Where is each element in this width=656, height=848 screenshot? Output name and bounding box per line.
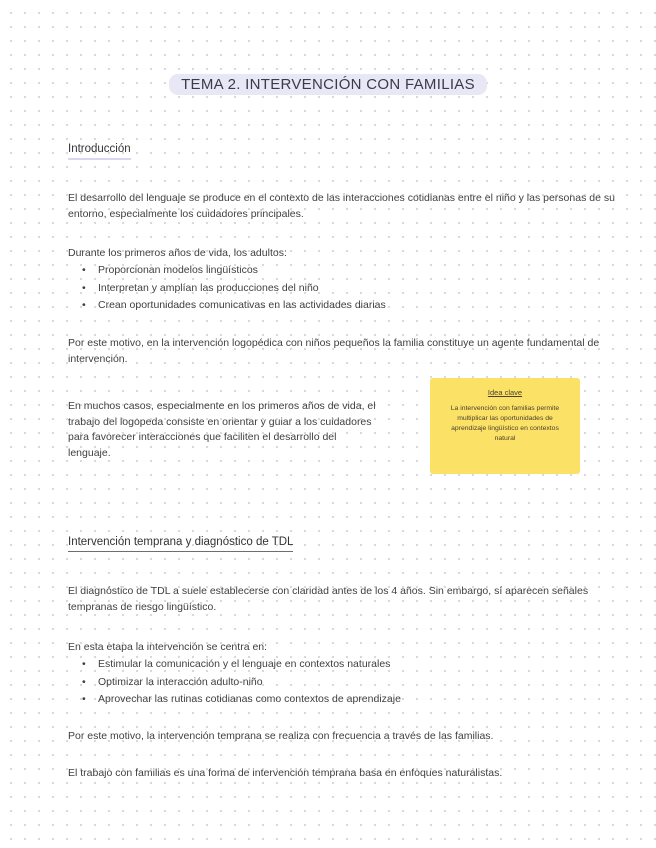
- list-item: • Optimizar la interacción adulto-niño: [82, 674, 401, 692]
- list-item: • Aprovechar las rutinas cotidianas como contextos de aprendizaje: [82, 691, 401, 709]
- intro-bullet-list: [82, 262, 386, 315]
- intro-paragraph-3: Por este motivo, en la intervención logopédica con niños pequeños la familia constituye un agente fundamental de intervención.: [68, 337, 600, 365]
- list-item: • Crean oportunidades comunicativas en las actividades diarias: [82, 297, 386, 315]
- intro-paragraph-1: El desarrollo del lenguaje se produce en el contexto de las interacciones cotidianas entre el niño y las personas de su entorno, especialmente los cuidadores principales.: [68, 192, 615, 220]
- early-paragraph-1: El diagnóstico de TDL a suele establecerse con claridad antes de los 4 años. Sin embargo, sí aparecen señales tempranas de riesgo lingüístico.: [68, 585, 589, 613]
- list-item: • Interpretan y amplían las producciones del niño: [82, 280, 386, 298]
- key-idea-sticky-note: [430, 378, 580, 474]
- section-heading-introduccion: Introducción: [68, 143, 131, 160]
- early-paragraph-2: En esta etapa la intervención se centra en:: [68, 641, 268, 653]
- intro-paragraph-2: Durante los primeros años de vida, los adultos:: [68, 247, 287, 259]
- note-title: Idea clave: [487, 388, 523, 397]
- list-item: • Proporcionan modelos lingüísticos: [82, 262, 386, 280]
- note-body: La intervención con familias permite multiplicar las oportunidades de aprendizaje lingüístico en contextos natural: [450, 405, 560, 442]
- title-wrap: [0, 74, 656, 95]
- early-bullet-list: [82, 656, 401, 709]
- early-paragraph-3: Por este motivo, la intervención temprana se realiza con frecuencia a través de las familias.: [68, 730, 494, 742]
- section-heading-intervencion-temprana: Intervención temprana y diagnóstico de TDL: [68, 536, 293, 552]
- list-item: • Estimular la comunicación y el lenguaje en contextos naturales: [82, 656, 401, 674]
- early-paragraph-4: El trabajo con familias es una forma de intervención temprana basa en enfoques naturalistas.: [68, 767, 503, 779]
- page-title: TEMA 2. INTERVENCIÓN CON FAMILIAS: [169, 74, 487, 95]
- intro-paragraph-4: En muchos casos, especialmente en los primeros años de vida, el trabajo del logopeda consiste en orientar y guiar a los cuidadores para favorecer interacciones que faciliten el desarrollo del lenguaje.: [68, 400, 376, 459]
